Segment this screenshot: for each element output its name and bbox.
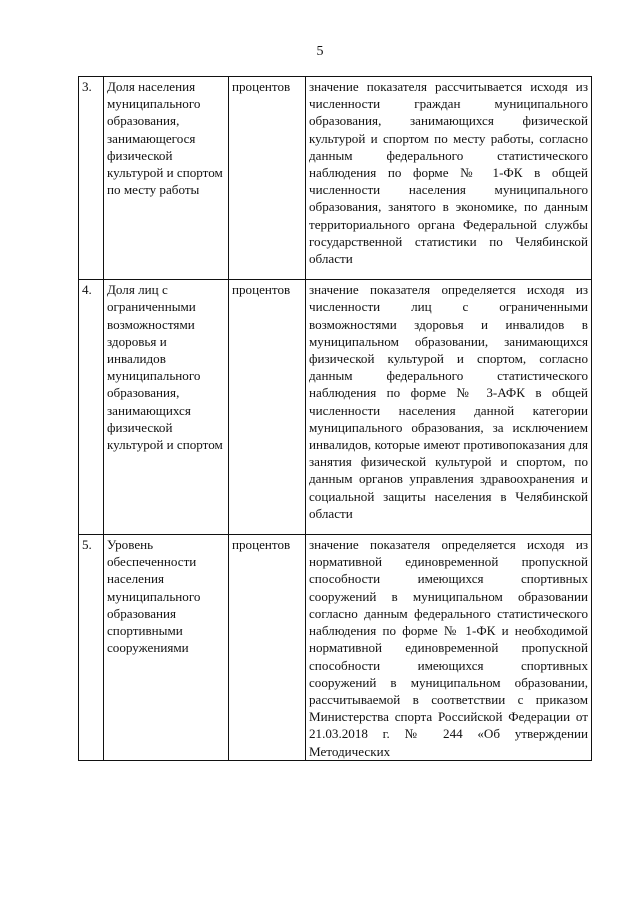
page-number: 5 — [316, 44, 324, 59]
indicator-name-text: Уровень обеспеченности населения муниципального образования спортивными сооружениями — [107, 537, 201, 656]
indicator-unit: процентов — [229, 535, 306, 761]
indicator-unit: процентов — [229, 280, 306, 535]
table-row — [79, 280, 592, 535]
indicator-name-text: Доля лиц с ограниченными возможностями здоровья и инвалидов муниципального образования, занимающихся физической культурой и спортом — [107, 282, 223, 453]
indicator-description — [306, 535, 592, 761]
indicator-name — [104, 77, 229, 280]
indicator-name — [104, 280, 229, 535]
indicator-name-text: Доля населения муниципального образования, занимающегося физической культурой и спортом по месту работы — [107, 79, 223, 198]
indicator-unit: процентов — [229, 77, 306, 280]
table-row — [79, 535, 592, 761]
table-row — [79, 77, 592, 280]
indicators-table — [78, 76, 592, 761]
indicator-description — [306, 280, 592, 535]
indicator-description-text: значение показателя определяется исходя из нормативной единовременной пропускной способности имеющихся спортивных сооружений в муниципальном образовании согласно данным федерального статистического наблюдения по форме № 1-ФК и необходимой нормативной единовременной пропускной способности имеющихся спортивных сооружений в муниципальном образовании, рассчитываемой в соответствии с приказом Министерства спорта Российской Федерации от 21.03.2018 г. № 244 «Об утверждении Методических — [309, 537, 588, 759]
row-number: 4. — [79, 280, 104, 535]
row-number: 5. — [79, 535, 104, 761]
indicator-name — [104, 535, 229, 761]
indicator-description-text: значение показателя определяется исходя из численности лиц с ограниченными возможностями здоровья и инвалидов в муниципальном образовании, занимающихся физической культурой и спортом, согласно данным федерального статистического наблюдения по форме № 3-АФК в общей численности населения данной категории муниципального образования, за исключением инвалидов, которые имеют противопоказания для занятия физической культурой и спортом, по данным органов управления здравоохранения и социальной защиты населения в Челябинской области — [309, 282, 588, 521]
row-number: 3. — [79, 77, 104, 280]
indicator-description-text: значение показателя рассчитывается исходя из численности граждан муниципального образования, занимающихся физической культурой и спортом по месту работы, согласно данным федерального статистического наблюдения по форме № 1-ФК в общей численности населения муниципального образования, занятого в экономике, по данным территориального органа Федеральной службы государственной статистики по Челябинской области — [309, 79, 588, 267]
indicator-description — [306, 77, 592, 280]
